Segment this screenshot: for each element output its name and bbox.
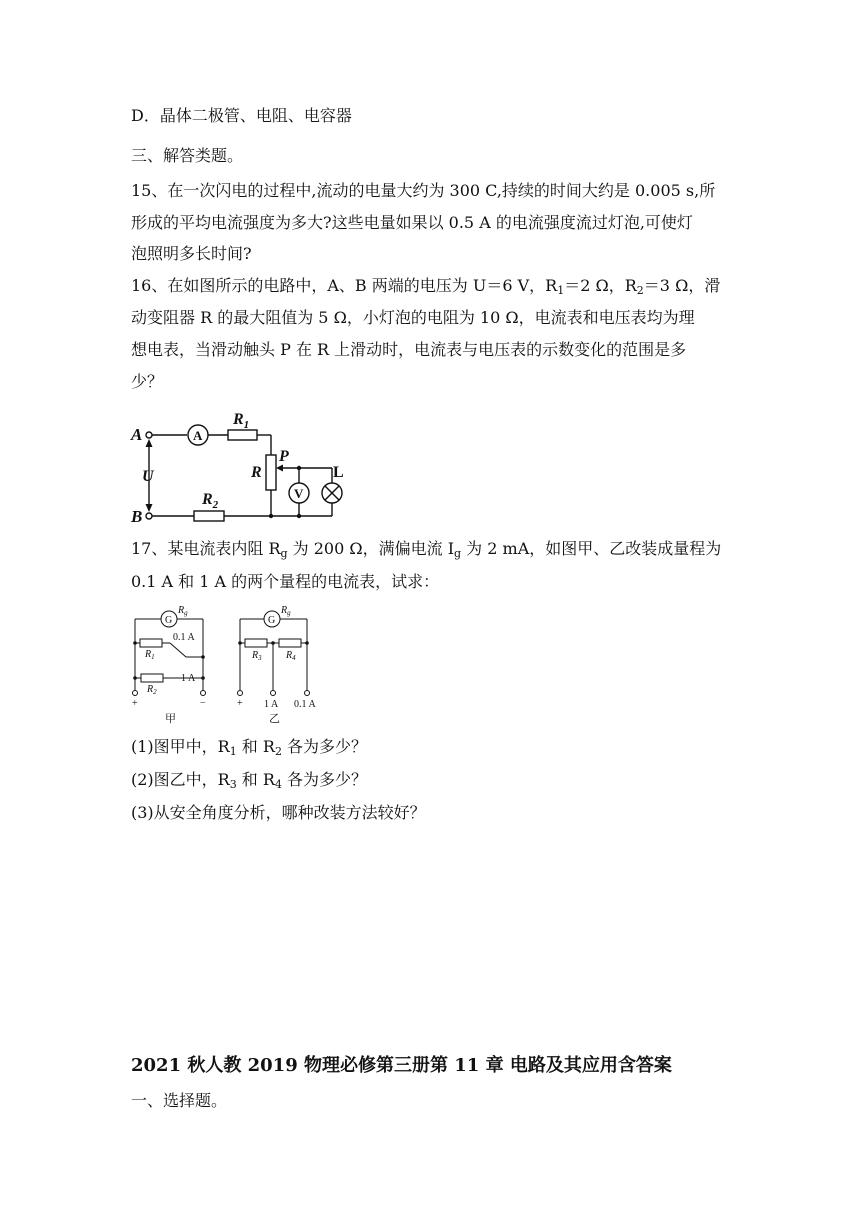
r2-label: $R_2$ bbox=[202, 491, 219, 511]
galvanometer-g-label-yi: G bbox=[268, 615, 276, 626]
r4-label-yi: $R_4$ bbox=[286, 650, 296, 662]
plus-terminal-jia: + bbox=[132, 698, 138, 709]
circuit-diagram-q16 bbox=[128, 405, 360, 527]
range-0-1a-jia: 0.1 A bbox=[173, 632, 195, 643]
q17-line1: 17、某电流表内阻 $R_g$ 为 200 Ω，满偏电流 $I_g$ 为 2 mA，如图甲、乙改装成量程为 bbox=[131, 539, 722, 560]
minus-terminal-jia: − bbox=[200, 698, 206, 709]
circuit-diagram-yi bbox=[233, 602, 333, 726]
q16-line1: 16、在如图所示的电路中，A、B 两端的电压为 U＝6 V，$R_1=2$ Ω，$R_2=3$ Ω，滑 bbox=[131, 276, 721, 297]
galvanometer-g-label: G bbox=[165, 615, 173, 626]
caption-yi: 乙 bbox=[269, 713, 280, 725]
section-heading-answer-questions: 三、解答类题。 bbox=[131, 146, 244, 165]
q17-part1: (1)图甲中，$R_1$ 和 $R_2$ 各为多少？ bbox=[131, 737, 368, 758]
rg-label-jia: $R_g$ bbox=[178, 605, 188, 617]
terminal-b-label: B bbox=[131, 507, 143, 526]
r3-label-yi: $R_3$ bbox=[252, 650, 262, 662]
caption-jia: 甲 bbox=[165, 713, 176, 725]
q16-line4: 少？ bbox=[131, 372, 164, 391]
r1-label: $R_1$ bbox=[233, 411, 250, 431]
option-d: D．晶体二极管、电阻、电容器 bbox=[131, 106, 352, 125]
q17-line2: 0.1 A 和 1 A 的两个量程的电流表，试求： bbox=[131, 572, 440, 591]
voltmeter-label: V bbox=[294, 486, 304, 501]
section-heading-choice: 一、选择题。 bbox=[131, 1091, 228, 1110]
range-0-1a-yi: 0.1 A bbox=[294, 699, 316, 710]
ammeter-label: A bbox=[193, 428, 203, 443]
q17-part3: (3)从安全角度分析，哪种改装方法较好？ bbox=[131, 803, 426, 822]
lamp-l-label: L bbox=[333, 464, 344, 481]
terminal-a-label: A bbox=[131, 425, 143, 444]
q15-line3: 泡照明多长时间? bbox=[131, 244, 252, 263]
q15-line1: 15、在一次闪电的过程中,流动的电量大约为 300 C,持续的时间大约是 0.005 s,所 bbox=[131, 181, 716, 200]
slider-p-label: P bbox=[279, 448, 289, 465]
q17-part2: (2)图乙中，$R_3$ 和 $R_4$ 各为多少？ bbox=[131, 770, 368, 791]
r1-label-jia: $R_1$ bbox=[145, 649, 155, 661]
rheostat-r-label: R bbox=[251, 464, 262, 481]
r2-label-jia: $R_2$ bbox=[147, 684, 157, 696]
plus-terminal-yi: + bbox=[237, 698, 243, 709]
rg-label-yi: $R_g$ bbox=[281, 605, 291, 617]
q16-line2: 动变阻器 R 的最大阻值为 5 Ω，小灯泡的电阻为 10 Ω，电流表和电压表均为理 bbox=[131, 308, 695, 327]
voltage-u-label: U bbox=[142, 468, 154, 485]
circuit-diagram-jia bbox=[128, 602, 218, 726]
q15-line2: 形成的平均电流强度为多大?这些电量如果以 0.5 A 的电流强度流过灯泡,可使灯 bbox=[131, 213, 693, 232]
q16-line3: 想电表，当滑动触头 P 在 R 上滑动时，电流表与电压表的示数变化的范围是多 bbox=[131, 340, 687, 359]
range-1a-yi: 1 A bbox=[264, 699, 279, 710]
answer-section-title: 2021 秋人教 2019 物理必修第三册第 11 章 电路及其应用含答案 bbox=[131, 1055, 672, 1076]
range-1a-jia: 1 A bbox=[181, 673, 196, 684]
